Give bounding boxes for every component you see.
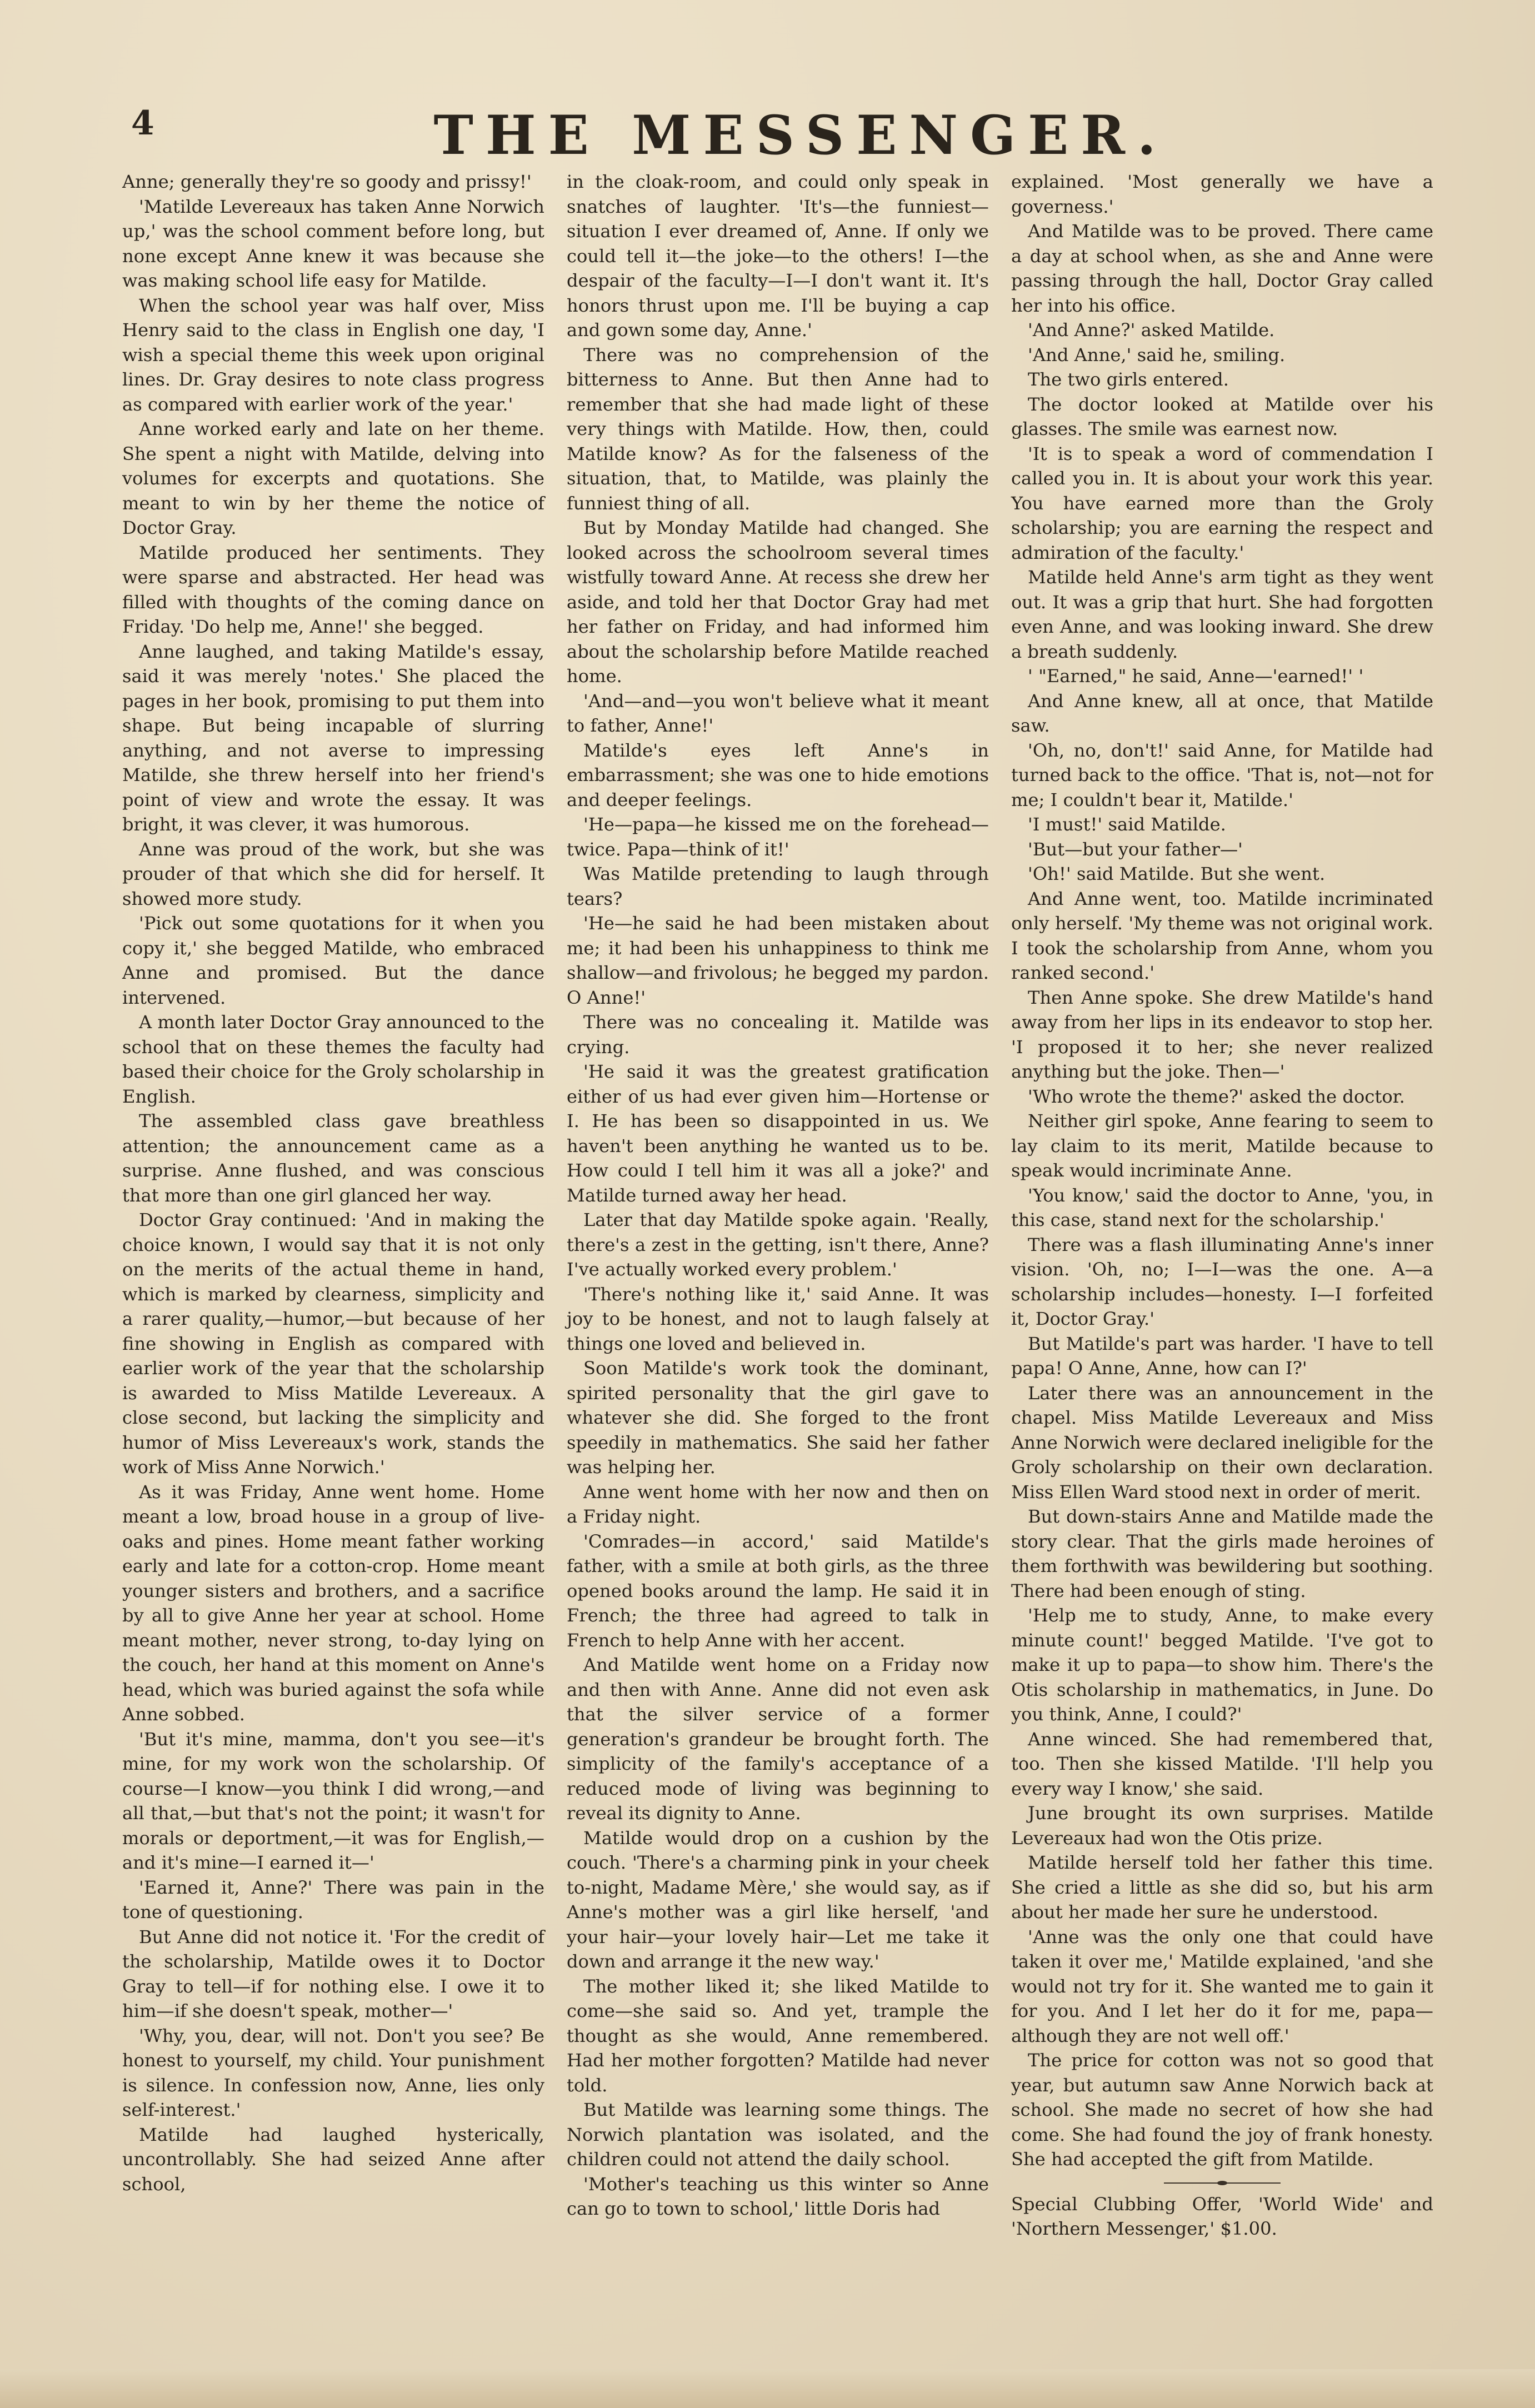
paragraph: Anne winced. She had remembered that, too. Then she kissed Matilde. 'I'll help you every way I know,' she said. (1011, 1728, 1433, 1799)
paragraph: 'Why, you, dear, will not. Don't you see? Be honest to yourself, my child. Your punishment is silence. In confession now, Anne, lies only self-interest.' (122, 2025, 544, 2120)
paragraph: June brought its own surprises. Matilde Levereaux had won the Otis prize. (1011, 1803, 1433, 1849)
paragraph: Anne; generally they're so goody and prissy!' (122, 171, 532, 192)
paragraph: Matilde's eyes left Anne's in embarrassment; she was one to hide emotions and deeper feelings. (567, 739, 989, 810)
paragraph: There was no concealing it. Matilde was crying. (567, 1012, 989, 1058)
paragraph: And Anne knew, all at once, that Matilde saw. (1011, 690, 1433, 736)
paragraph: 'And Anne?' asked Matilde. (1028, 319, 1275, 341)
paragraph: 'You know,' said the doctor to Anne, 'you, in this case, stand next for the scholarship.' (1011, 1184, 1433, 1230)
column-3-body (1011, 169, 1433, 2172)
masthead-title: THE MESSENGER. (433, 104, 1168, 167)
paragraph: Later that day Matilde spoke again. 'Really, there's a zest in the getting, isn't there, Anne? I've actually worked every problem.' (567, 1209, 989, 1280)
paragraph: Anne went home with her now and then on a Friday night. (567, 1481, 989, 1527)
paragraph: 'But—but your father—' (1028, 838, 1243, 860)
paragraph: The assembled class gave breathless attention; the announcement came as a surprise. Anne flushed, and was conscious that more than one girl glanced her way. (122, 1110, 544, 1206)
paragraph: But by Monday Matilde had changed. She looked across the schoolroom several times wistfully toward Anne. At recess she drew her aside, and told her that Doctor Gray had met her father on Friday, and had informed him about the scholarship before Matilde reached home. (567, 517, 989, 687)
paragraph: 'Mother's teaching us this winter so Anne can go to town to school,' little Doris had (567, 2173, 989, 2219)
paragraph: Was Matilde pretending to laugh through tears? (567, 863, 989, 909)
paragraph: The doctor looked at Matilde over his glasses. The smile was earnest now. (1011, 393, 1433, 439)
paragraph: Matilde produced her sentiments. They were sparse and abstracted. Her head was filled with thoughts of the coming dance on Friday. 'Do help me, Anne!' she begged. (122, 542, 544, 637)
paragraph: 'I must!' said Matilde. (1028, 814, 1226, 835)
section-divider (1164, 2181, 1281, 2185)
column-3 (1011, 169, 1433, 2239)
page-bottom-edge (0, 2369, 1535, 2408)
paragraph: 'Comrades—in accord,' said Matilde's father, with a smile at both girls, as the three opened books around the lamp. He said it in French; the three had agreed to talk in French to help Anne with her accent. (567, 1530, 989, 1651)
paragraph: There was no comprehension of the bitterness to Anne. But then Anne had to remember that she had made light of these very things with Matilde. How, then, could Matilde know? As for the falseness of the situation, that, to Matilde, was plainly the funniest thing of all. (567, 344, 989, 514)
paragraph: But down-stairs Anne and Matilde made the story clear. That the girls made heroines of them forthwith was bewildering but soothing. There had been enough of sting. (1011, 1506, 1433, 1601)
paragraph: Matilde would drop on a cushion by the couch. 'There's a charming pink in your cheek to-night, Madame Mère,' she would say, as if Anne's mother was a girl like herself, 'and your hair—your lovely hair—Let me take it down and arrange it the new way.' (567, 1827, 989, 1972)
paragraph: 'But it's mine, mamma, don't you see—it's mine, for my work won the scholarship. Of course—I know—you think I did wrong,—and all that,—but that's not the point; it wasn't for morals or deportment,—it was for English,—and it's mine—I earned it—' (122, 1728, 544, 1873)
paragraph: 'Oh!' said Matilde. But she went. (1028, 863, 1326, 884)
paragraph: Matilde herself told her father this time. She cried a little as she did so, but his arm about her made her sure he understood. (1011, 1852, 1433, 1923)
column-2 (567, 169, 989, 2219)
paragraph: 'Who wrote the theme?' asked the doctor. (1028, 1085, 1405, 1107)
paragraph: 'And—and—you won't believe what it meant to father, Anne!' (567, 690, 989, 736)
paragraph: Matilde held Anne's arm tight as they went out. It was a grip that hurt. She had forgotten even Anne, and was looking inward. She drew a breath suddenly. (1011, 567, 1433, 662)
paragraph: ' "Earned," he said, Anne—'earned!' ' (1028, 665, 1364, 687)
paragraph: 'Earned it, Anne?' There was pain in the tone of questioning. (122, 1876, 544, 1923)
paragraph: 'Oh, no, don't!' said Anne, for Matilde had turned back to the office. 'That is, not—not for me; I couldn't bear it, Matilde.' (1011, 739, 1433, 810)
paragraph: Then Anne spoke. She drew Matilde's hand away from her lips in its endeavor to stop her. 'I proposed it to her; she never realized anything but the joke. Then—' (1011, 987, 1433, 1082)
paragraph: in the cloak-room, and could only speak in snatches of laughter. 'It's—the funniest—situation I ever dreamed of, Anne. If only we could tell it—the joke—to the others! I—the despair of the faculty—I—I don't want it. It's honors thrust upon me. I'll be buying a cap and gown some day, Anne.' (567, 171, 989, 341)
paragraph: Anne worked early and late on her theme. She spent a night with Matilde, delving into volumes for excerpts and quotations. She meant to win by her theme the notice of Doctor Gray. (122, 418, 544, 538)
paragraph: Soon Matilde's work took the dominant, spirited personality that the girl gave to whatever she did. She forged to the front speedily in mathematics. She said her father was helping her. (567, 1358, 989, 1478)
paragraph: There was a flash illuminating Anne's inner vision. 'Oh, no; I—I—was the one. A—a scholarship includes—honesty. I—I forfeited it, Doctor Gray.' (1011, 1234, 1433, 1329)
clubbing-offer-notice: Special Clubbing Offer, 'World Wide' and 'Northern Messenger,' $1.00. (1011, 2193, 1433, 2239)
paragraph: The mother liked it; she liked Matilde to come—she said so. And yet, trample the thought as she would, Anne remembered. Had her mother forgotten? Matilde had never told. (567, 1975, 989, 2096)
paragraph: 'It is to speak a word of commendation I called you in. It is about your work this year. You have earned more than the Groly scholarship; you are earning the respect and admiration of the faculty.' (1011, 443, 1433, 563)
paragraph: 'And Anne,' said he, smiling. (1028, 344, 1286, 366)
paragraph: 'He said it was the greatest gratification either of us had ever given him—Hortense or I. He has been so disappointed in us. We haven't been anything he wanted us to be. How could I tell him it was all a joke?' and Matilde turned away her head. (567, 1061, 989, 1206)
paragraph: Matilde had laughed hysterically, uncontrollably. She had seized Anne after school, (122, 2124, 544, 2195)
paragraph: 'He—he said he had been mistaken about me; it had been his unhappiness to think me shallow—and frivolous; he begged my pardon. O Anne!' (567, 913, 989, 1008)
paragraph: Anne was proud of the work, but she was prouder of that which she did for herself. It showed more study. (122, 838, 544, 909)
paragraph: The price for cotton was not so good that year, but autumn saw Anne Norwich back at school. She made no secret of how she had come. She had found the joy of frank honesty. She had accepted the gift from Matilde. (1011, 2050, 1433, 2170)
paragraph: explained. 'Most generally we have a governess.' (1011, 171, 1433, 217)
paragraph: 'Help me to study, Anne, to make every minute count!' begged Matilde. 'I've got to make it up to papa—to show him. There's the Otis scholarship in mathematics, in June. Do you think, Anne, I could?' (1011, 1605, 1433, 1725)
paragraph: 'He—papa—he kissed me on the forehead—twice. Papa—think of it!' (567, 814, 989, 860)
paragraph: And Matilde went home on a Friday now and then with Anne. Anne did not even ask that the silver service of a former generation's grandeur be brought forth. The simplicity of the family's acceptance of a reduced mode of living was beginning to reveal its dignity to Anne. (567, 1654, 989, 1824)
paragraph: But Matilde was learning some things. The Norwich plantation was isolated, and the children could not attend the daily school. (567, 2099, 989, 2170)
paragraph: Doctor Gray continued: 'And in making the choice known, I would say that it is not only on the merits of the actual theme in hand, which is marked by clearness, simplicity and a rarer quality,—humor,—but because of her fine showing in English as compared with earlier work of the year that the scholarship is awarded to Miss Matilde Levereaux. A close second, but lacking the simplicity and humor of Miss Levereaux's work, stands the work of Miss Anne Norwich.' (122, 1209, 544, 1478)
article-columns (122, 169, 1433, 2239)
paragraph: 'Pick out some quotations for it when you copy it,' she begged Matilde, who embraced Anne and promised. But the dance intervened. (122, 913, 544, 1008)
paragraph: When the school year was half over, Miss Henry said to the class in English one day, 'I wish a special theme this week upon original lines. Dr. Gray desires to note class progress as compared with earlier work of the year.' (122, 294, 544, 415)
paragraph: But Anne did not notice it. 'For the credit of the scholarship, Matilde owes it to Doctor Gray to tell—if for nothing else. I owe it to him—if she doesn't speak, mother—' (122, 1926, 544, 2021)
paragraph: A month later Doctor Gray announced to the school that on these themes the faculty had based their choice for the Groly scholarship in English. (122, 1012, 544, 1107)
paragraph: And Anne went, too. Matilde incriminated only herself. 'My theme was not original work. I took the scholarship from Anne, whom you ranked second.' (1011, 888, 1433, 983)
paragraph: Anne laughed, and taking Matilde's essay, said it was merely 'notes.' She placed the pages in her book, promising to put them into shape. But being incapable of slurring anything, and not averse to impressing Matilde, she threw herself into her friend's point of view and wrote the essay. It was bright, it was clever, it was humorous. (122, 640, 544, 835)
paragraph: 'Matilde Levereaux has taken Anne Norwich up,' was the school comment before long, but none except Anne knew it was because she was making school life easy for Matilde. (122, 196, 544, 291)
paragraph: As it was Friday, Anne went home. Home meant a low, broad house in a group of live-oaks and pines. Home meant father working early and late for a cotton-crop. Home meant younger sisters and brothers, and a sacrifice by all to give Anne her year at school. Home meant mother, never strong, to-day lying on the couch, her hand at this moment on Anne's head, which was buried against the sofa while Anne sobbed. (122, 1481, 544, 1725)
paragraph: Neither girl spoke, Anne fearing to seem to lay claim to its merit, Matilde because to speak would incriminate Anne. (1011, 1110, 1433, 1181)
paragraph: 'Anne was the only one that could have taken it over me,' Matilde explained, 'and she would not try for it. She wanted me to gain it for you. And I let her do it for me, papa—although they are not well off.' (1011, 1926, 1433, 2046)
paragraph: Later there was an announcement in the chapel. Miss Matilde Levereaux and Miss Anne Norwich were declared ineligible for the Groly scholarship on their own declaration. Miss Ellen Ward stood next in order of merit. (1011, 1382, 1433, 1503)
paragraph: But Matilde's part was harder. 'I have to tell papa! O Anne, Anne, how can I?' (1011, 1333, 1433, 1379)
paragraph: 'There's nothing like it,' said Anne. It was joy to be honest, and not to laugh falsely at things one loved and believed in. (567, 1283, 989, 1354)
paragraph: The two girls entered. (1028, 369, 1229, 390)
paragraph: And Matilde was to be proved. There came a day at school when, as she and Anne were passing through the hall, Doctor Gray called her into his office. (1011, 221, 1433, 316)
page-number: 4 (131, 104, 154, 143)
column-1 (122, 169, 544, 2195)
